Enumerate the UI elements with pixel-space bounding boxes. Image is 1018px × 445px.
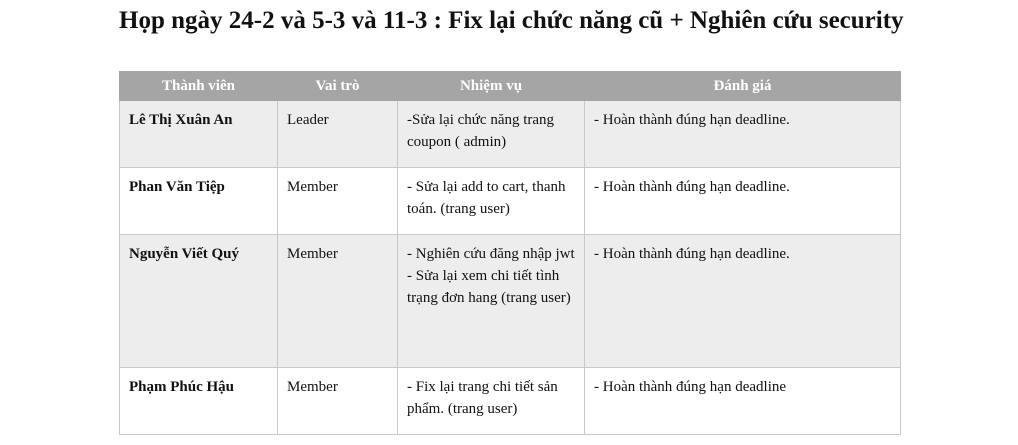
task-line: - Sửa lại xem chi tiết tình trạng đơn hang (trang user) [407, 268, 571, 306]
column-header-review: Đánh giá [585, 72, 901, 101]
review-cell: - Hoàn thành đúng hạn deadline. [585, 101, 901, 168]
table-row [120, 101, 901, 168]
review-cell: - Hoàn thành đúng hạn deadline. [585, 235, 901, 368]
column-header-member: Thành viên [120, 72, 278, 101]
task-line: - Sửa lại add to cart, thanh toán. (trang user) [407, 179, 566, 217]
role-cell: Leader [278, 101, 398, 168]
table-header-row [120, 72, 901, 101]
role-cell: Member [278, 168, 398, 235]
task-line: - Nghiên cứu đăng nhập jwt [407, 246, 575, 262]
member-name-cell: Lê Thị Xuân An [120, 101, 278, 168]
table-row [120, 368, 901, 435]
review-cell: - Hoàn thành đúng hạn deadline. [585, 168, 901, 235]
table-row [120, 168, 901, 235]
table-row [120, 235, 901, 368]
task-cell [398, 235, 585, 368]
review-cell: - Hoàn thành đúng hạn deadline [585, 368, 901, 435]
role-cell: Member [278, 235, 398, 368]
column-header-task: Nhiệm vụ [398, 72, 585, 101]
column-header-role: Vai trò [278, 72, 398, 101]
task-line: - Fix lại trang chi tiết sản phẩm. (trang user) [407, 379, 558, 417]
task-cell [398, 368, 585, 435]
member-name-cell: Phan Văn Tiệp [120, 168, 278, 235]
role-cell: Member [278, 368, 398, 435]
task-cell [398, 168, 585, 235]
task-line: -Sửa lại chức năng trang coupon ( admin) [407, 112, 555, 150]
member-name-cell: Nguyễn Viết Quý [120, 235, 278, 368]
member-task-table [119, 71, 901, 435]
document-title: Họp ngày 24-2 và 5-3 và 11-3 : Fix lại chức năng cũ + Nghiên cứu security [119, 7, 904, 34]
member-name-cell: Phạm Phúc Hậu [120, 368, 278, 435]
task-cell [398, 101, 585, 168]
